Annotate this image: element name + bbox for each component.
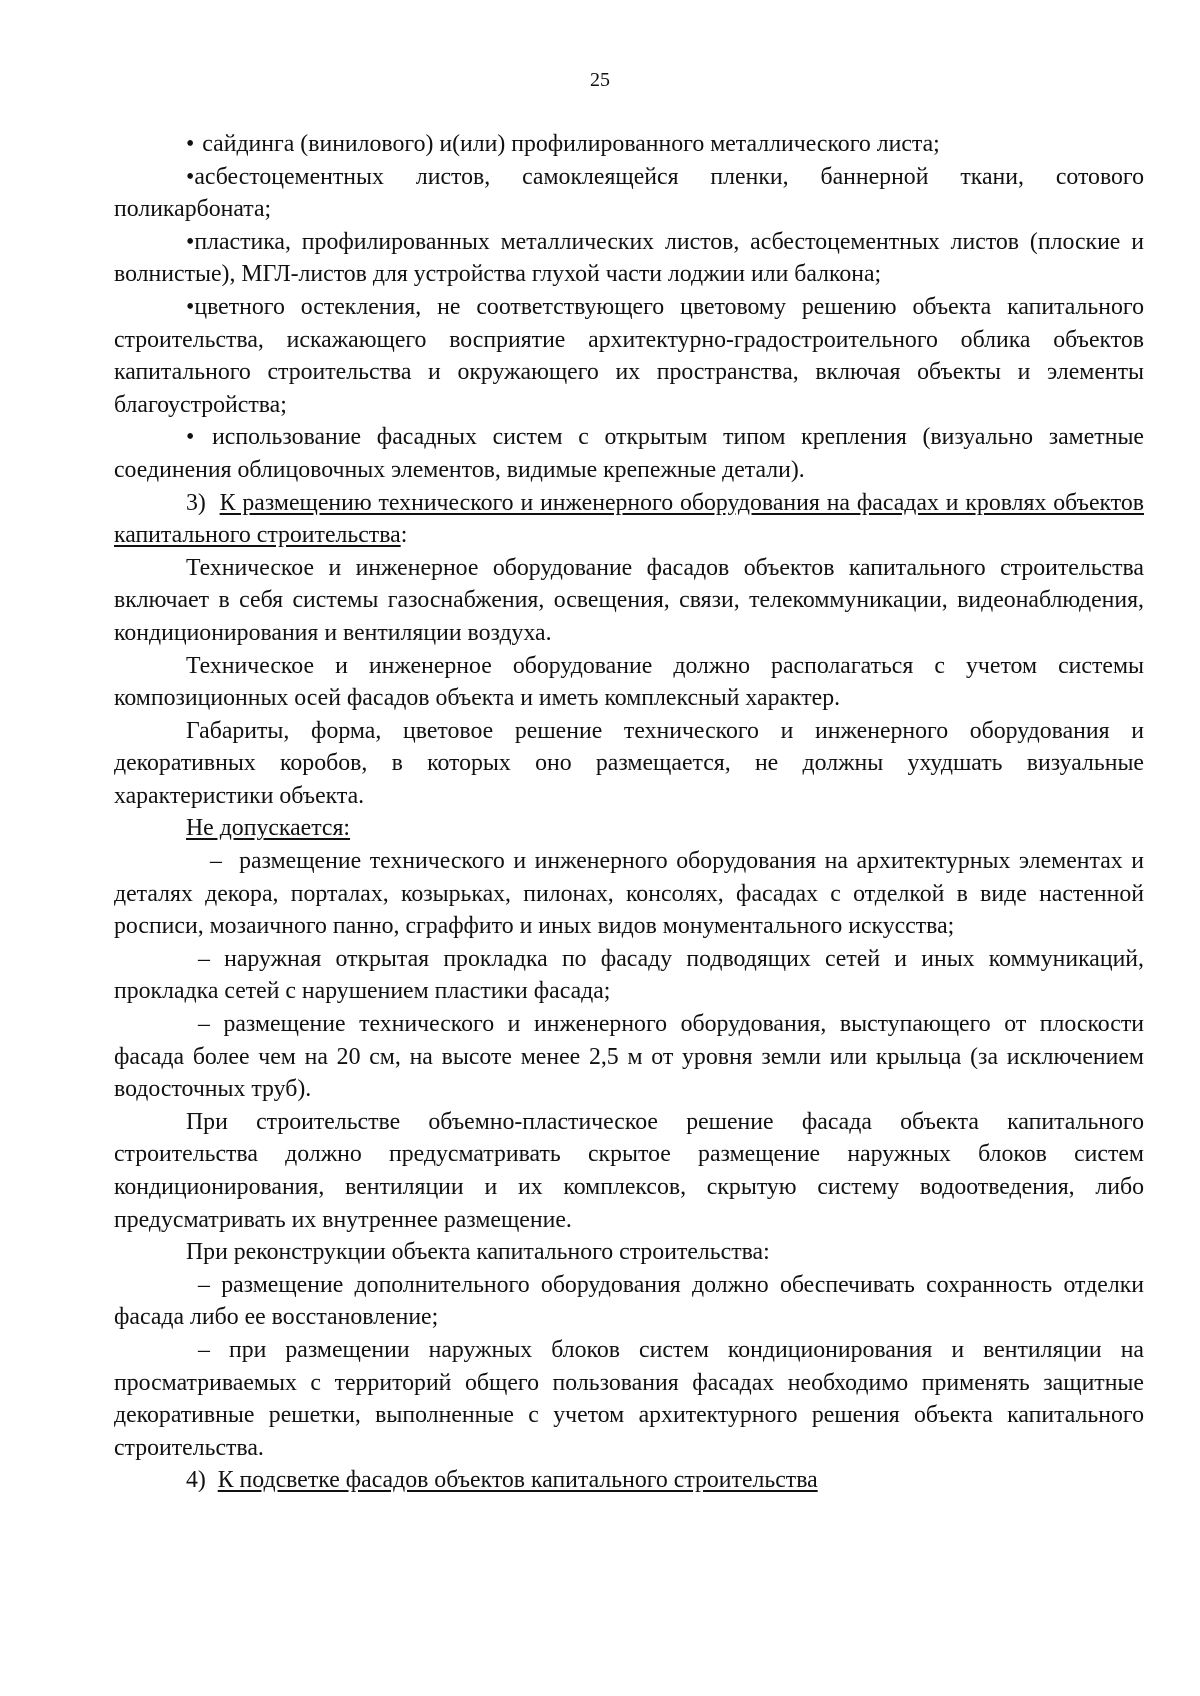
- list-item-text: размещение технического и инженерного оборудования на архитектурных элементах и деталях декора, порталах, козырьках, пилонах, консолях, фасадах с отделкой в виде настенной росписи, мозаичного панно, сграффито и иных видов монументального искусства;: [114, 848, 1144, 940]
- list-item-siding: [114, 128, 1144, 161]
- document-body: [114, 128, 1144, 1497]
- paragraph: Техническое и инженерное оборудование фасадов объектов капитального строительства включает в себя системы газоснабжения, освещения, связи, телекоммуникации, видеонаблюдения, кондиционирования и вентиляции воздуха.: [114, 554, 1144, 646]
- list-item-dash: [114, 1008, 1144, 1106]
- section-heading-text: К размещению технического и инженерного оборудования на фасадах и кровлях объектов капитального строительства: [114, 489, 1144, 549]
- bullet-marker: •: [186, 131, 195, 157]
- bullet-marker: •: [186, 424, 195, 451]
- list-item-text: размещение технического и инженерного оборудования, выступающего от плоскости фасада более чем на 20 см, на высоте менее 2,5 м от уровня земли или крыльца (за исключением водосточных труб).: [114, 1011, 1144, 1103]
- section-heading-3: [114, 487, 1144, 552]
- bullet-marker: •: [186, 228, 195, 255]
- paragraph: При реконструкции объекта капитального строительства:: [186, 1239, 770, 1266]
- list-item-dash: [114, 1334, 1144, 1464]
- dash-marker: –: [198, 1271, 210, 1298]
- list-item-dash: [114, 1269, 1144, 1334]
- page-number: 25: [590, 69, 610, 91]
- list-item-text: асбестоцементных листов, самоклеящейся пленки, баннерной ткани, сотового поликарбоната;: [114, 163, 1144, 223]
- list-item-dash: [114, 845, 1144, 943]
- section-number: 3): [186, 489, 206, 516]
- dash-marker: –: [198, 945, 210, 972]
- list-item-asbestos-sheets: [114, 161, 1144, 226]
- list-item-text: пластика, профилированных металлических листов, асбестоцементных листов (плоские и волнистые), МГЛ-листов для устройства глухой части лоджии или балкона;: [114, 228, 1144, 288]
- list-item-text: цветного остекления, не соответствующего цветовому решению объекта капитального строительства, искажающего восприятие архитектурно-градостроительного облика объектов капитального строительства и окружающего их пространства, включая объекты и элементы благоустройства;: [114, 293, 1144, 418]
- list-item-text: использование фасадных систем с открытым типом крепления (визуально заметные соединения облицовочных элементов, видимые крепежные детали).: [114, 424, 1144, 483]
- list-item-text: сайдинга (винилового) и(или) профилированного металлического листа;: [202, 131, 940, 157]
- dash-marker: –: [198, 1336, 210, 1363]
- section-heading-4: [114, 1464, 1144, 1497]
- list-item-facade-systems: [114, 421, 1144, 486]
- not-allowed-heading-text: Не допускается:: [186, 815, 351, 842]
- paragraph: Габариты, форма, цветовое решение технического и инженерного оборудования и декоративных коробов, в которых оно размещается, не должны ухудшать визуальные характеристики объекта.: [114, 717, 1144, 809]
- list-item-dash: [114, 943, 1144, 1008]
- list-item-text: при размещении наружных блоков систем кондиционирования и вентиляции на просматриваемых с территорий общего пользования фасадах необходимо применять защитные декоративные решетки, выполненные с учетом архитектурного решения объекта капитального строительства.: [114, 1336, 1144, 1461]
- list-item-plastic: [114, 226, 1144, 291]
- list-item-text: размещение дополнительного оборудования должно обеспечивать сохранность отделки фасада либо ее восстановление;: [114, 1271, 1144, 1331]
- not-allowed-heading: [114, 812, 1144, 845]
- list-item-text: наружная открытая прокладка по фасаду подводящих сетей и иных коммуникаций, прокладка сетей с нарушением пластики фасада;: [114, 945, 1144, 1005]
- bullet-marker: •: [186, 293, 195, 320]
- section-heading-text: К подсветке фасадов объектов капитального строительства: [217, 1467, 818, 1494]
- paragraph: При строительстве объемно-пластическое решение фасада объекта капитального строительства должно предусматривать скрытое размещение наружных блоков систем кондиционирования, вентиляции и их комплексов, скрытую систему водоотведения, либо предусматривать их внутреннее размещение.: [114, 1108, 1144, 1233]
- section-heading-suffix: :: [400, 522, 408, 549]
- bullet-marker: •: [186, 163, 195, 190]
- dash-marker: –: [198, 1011, 210, 1038]
- paragraph: Техническое и инженерное оборудование должно располагаться с учетом системы композиционных осей фасадов объекта и иметь комплексный характер.: [114, 652, 1144, 712]
- list-item-colored-glazing: [114, 291, 1144, 421]
- dash-marker: –: [210, 848, 222, 875]
- section-number: 4): [186, 1467, 206, 1494]
